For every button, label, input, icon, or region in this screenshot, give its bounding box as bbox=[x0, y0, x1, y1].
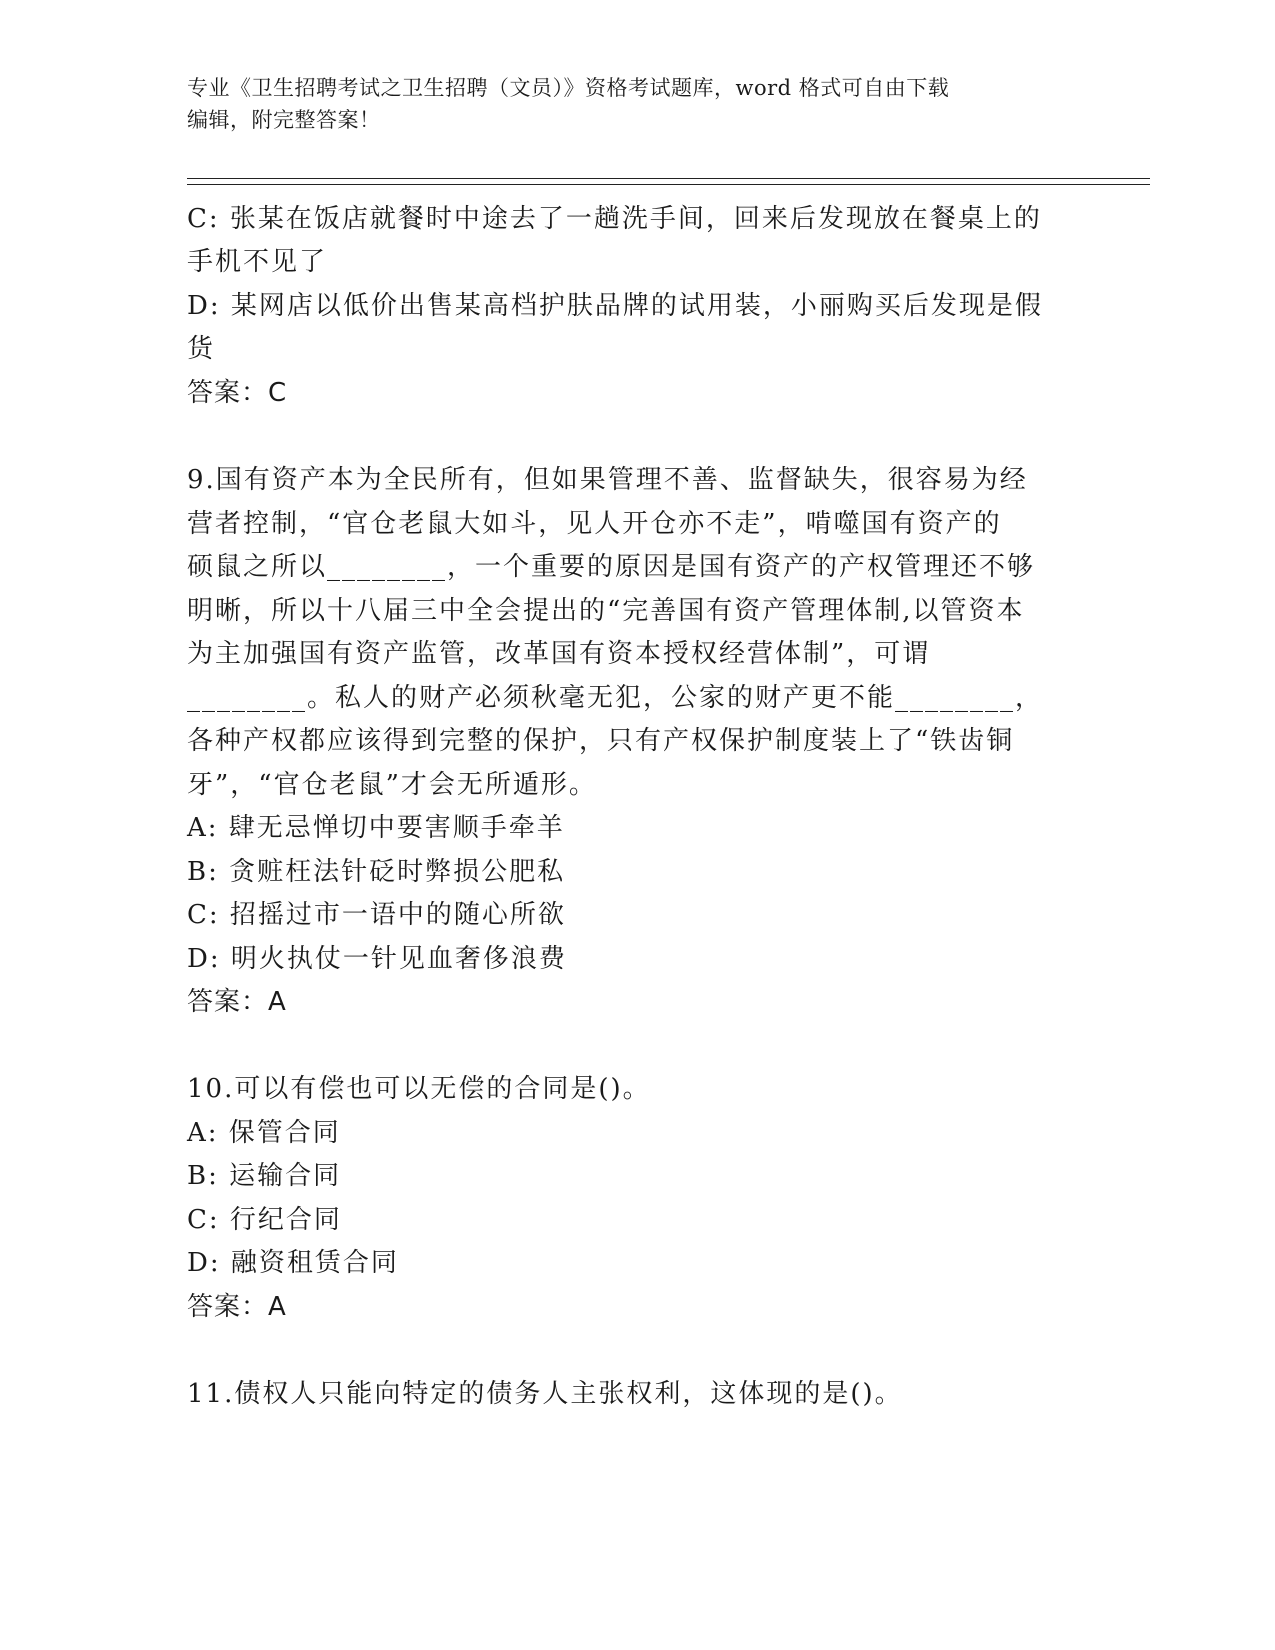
q9-stem-line: 为主加强国有资产监管，改革国有资本授权经营体制”，可谓 bbox=[187, 639, 931, 669]
q8-option-c-line1: C: 张某在饭店就餐时中途去了一趟洗手间，回来后发现放在餐桌上的 bbox=[187, 204, 1042, 234]
q9-stem-line: 牙”，“官仓老鼠”才会无所遁形。 bbox=[187, 770, 597, 800]
q9-answer: 答案：A bbox=[187, 987, 287, 1017]
q9-stem-line: 9.国有资产本为全民所有，但如果管理不善、监督缺失，很容易为经 bbox=[187, 465, 1028, 495]
q10-stem: 10.可以有偿也可以无偿的合同是()。 bbox=[187, 1074, 651, 1104]
q9-option-c: C: 招摇过市一语中的随心所欲 bbox=[187, 900, 566, 930]
header-divider-top bbox=[187, 178, 1150, 179]
q9-option-b: B: 贪赃枉法针砭时弊损公肥私 bbox=[187, 857, 566, 887]
document-header bbox=[187, 72, 1087, 136]
q10-option-a: A: 保管合同 bbox=[187, 1118, 341, 1148]
q8-option-c-line2: 手机不见了 bbox=[187, 247, 328, 277]
q9-stem-line: 营者控制，“官仓老鼠大如斗，见人开仓亦不走”，啃噬国有资产的 bbox=[187, 509, 1002, 539]
q9-stem-line: 各种产权都应该得到完整的保护，只有产权保护制度装上了“铁齿铜 bbox=[187, 726, 1015, 756]
q9-option-d: D: 明火执仗一针见血奢侈浪费 bbox=[187, 944, 567, 974]
q9-stem-line: 明晰，所以十八届三中全会提出的“完善国有资产管理体制,以管资本 bbox=[187, 596, 1025, 626]
q8-answer: 答案：C bbox=[187, 378, 288, 408]
q8-option-d-line2: 货 bbox=[187, 334, 216, 364]
header-line-1: 专业《卫生招聘考试之卫生招聘（文员）》资格考试题库，word 格式可自由下载 bbox=[187, 76, 950, 100]
header-divider-bottom bbox=[187, 184, 1150, 185]
q11-stem: 11.债权人只能向特定的债务人主张权利，这体现的是()。 bbox=[187, 1379, 903, 1409]
q8-option-d-line1: D: 某网店以低价出售某高档护肤品牌的试用装，小丽购买后发现是假 bbox=[187, 291, 1043, 321]
q10-option-c: C: 行纪合同 bbox=[187, 1205, 342, 1235]
q9-stem-line: 硕鼠之所以________，一个重要的原因是国有资产的产权管理还不够 bbox=[187, 552, 1036, 582]
q10-option-d: D: 融资租赁合同 bbox=[187, 1248, 399, 1278]
q10-answer: 答案：A bbox=[187, 1292, 287, 1322]
q9-stem-line: ________。私人的财产必须秋毫无犯，公家的财产更不能________， bbox=[187, 683, 1044, 713]
header-line-2: 编辑，附完整答案！ bbox=[187, 108, 381, 132]
q10-option-b: B: 运输合同 bbox=[187, 1161, 342, 1191]
q9-option-a: A: 肆无忌惮切中要害顺手牵羊 bbox=[187, 813, 565, 843]
